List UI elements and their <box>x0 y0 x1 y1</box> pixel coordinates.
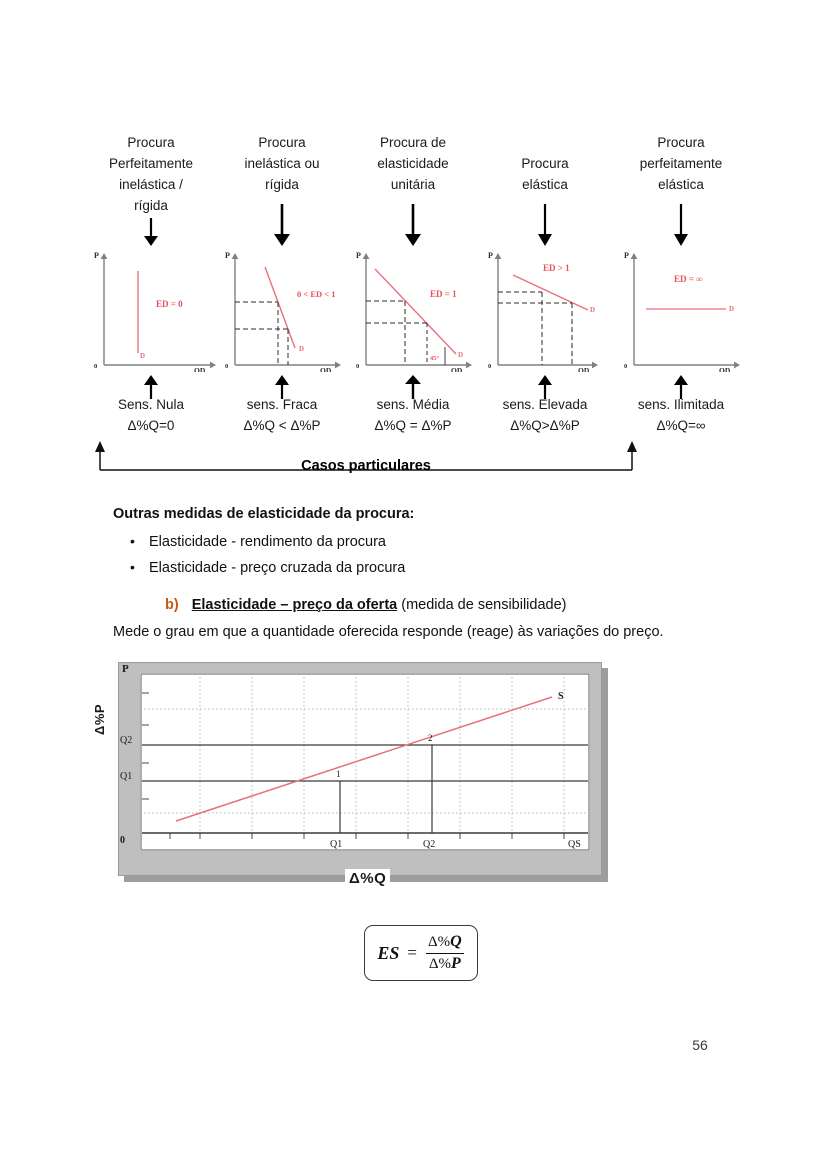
svg-text:D: D <box>729 305 735 313</box>
sub-title: Elasticidade – preço da oferta <box>191 597 398 613</box>
bracket-label: Casos particulares <box>301 458 431 474</box>
mini-chart-3 <box>480 247 610 372</box>
svg-text:D: D <box>458 351 464 359</box>
svg-text:D: D <box>140 352 146 360</box>
svg-text:0: 0 <box>356 363 360 370</box>
demand-panel-2 <box>348 132 478 492</box>
svg-text:QD: QD <box>719 366 731 372</box>
svg-text:P: P <box>356 251 361 260</box>
svg-text:ED = 0: ED = 0 <box>156 299 183 309</box>
panel-caption-2: Procura de elasticidade unitária <box>377 135 449 192</box>
formula-fraction <box>425 933 465 973</box>
other-measures-list <box>113 529 753 581</box>
down-arrow-icon-1 <box>217 204 347 251</box>
svg-text:P: P <box>624 251 629 260</box>
panel-caption-3: Procura elástica <box>521 156 569 192</box>
sub-heading-b <box>113 594 753 617</box>
svg-text:ED > 1: ED > 1 <box>543 263 570 273</box>
chart-y-axis-title: Δ%P <box>92 703 107 735</box>
sens-label-2: sens. Média Δ%Q = Δ%P <box>374 397 452 433</box>
sens-label-1: sens. Fraca Δ%Q < Δ%P <box>243 397 321 433</box>
mini-chart-1 <box>217 247 347 372</box>
list-item: • Elasticidade - rendimento da procura <box>149 529 753 555</box>
svg-text:0: 0 <box>488 363 492 370</box>
formula-denominator: Δ%P <box>426 953 464 973</box>
list-item: • Elasticidade - preço cruzada da procura <box>149 555 753 581</box>
formula-es-label: ES <box>377 942 400 963</box>
panel-caption-0: Procura Perfeitamente inelástica / rígida <box>108 135 194 213</box>
other-measures-section <box>113 503 753 581</box>
other-measures-heading: Outras medidas de elasticidade da procura: <box>113 506 415 522</box>
svg-text:1: 1 <box>336 769 341 779</box>
sens-label-3: sens. Elevada Δ%Q>Δ%P <box>502 397 588 433</box>
chart-ytick-q2: Q2 <box>120 735 133 746</box>
down-arrow-icon-3 <box>480 204 610 251</box>
sens-label-4: sens. Ilimitada Δ%Q=∞ <box>637 397 725 433</box>
sub-rest: (medida de sensibilidade) <box>397 597 567 613</box>
svg-text:D: D <box>590 306 596 314</box>
svg-text:D: D <box>299 345 305 353</box>
svg-text:P: P <box>225 251 230 260</box>
svg-text:S: S <box>558 691 564 702</box>
chart-xtick-q1: Q1 <box>330 839 343 850</box>
panel-caption-1: Procura inelástica ou rígida <box>244 135 320 192</box>
supply-paragraph: Mede o grau em que a quantidade oferecida responde (reage) às variações do preço. <box>113 624 664 640</box>
formula-numerator: Δ%Q <box>427 933 462 951</box>
formula-equals: = <box>407 943 417 962</box>
demand-panel-0 <box>86 132 216 492</box>
mini-chart-0 <box>86 247 216 372</box>
sub-letter: b) <box>165 597 179 613</box>
svg-text:0: 0 <box>225 363 229 370</box>
chart-x-right-label: QS <box>568 839 581 850</box>
down-arrow-icon-2 <box>348 204 478 251</box>
supply-elasticity-chart <box>118 662 610 884</box>
svg-text:0: 0 <box>624 363 628 370</box>
svg-text:QD: QD <box>194 366 206 372</box>
svg-text:P: P <box>488 251 493 260</box>
chart-x-axis-title: Δ%Q <box>345 869 390 888</box>
svg-text:QD: QD <box>451 366 463 372</box>
svg-text:0 < ED < 1: 0 < ED < 1 <box>297 289 336 299</box>
svg-text:QD: QD <box>320 366 332 372</box>
mini-chart-2 <box>348 247 478 372</box>
svg-text:2: 2 <box>428 733 433 743</box>
chart-y-top-label: P <box>122 663 129 675</box>
chart-ytick-q1: Q1 <box>120 771 133 782</box>
mini-chart-4 <box>616 247 746 372</box>
chart-plot-area <box>120 663 590 851</box>
svg-text:ED = 1: ED = 1 <box>430 289 457 299</box>
page-number: 56 <box>692 1037 708 1053</box>
chart-svg <box>140 673 590 851</box>
panel-caption-4: Procura perfeitamente elástica <box>639 135 723 192</box>
sens-label-0: Sens. Nula Δ%Q=0 <box>117 397 185 433</box>
svg-text:0: 0 <box>94 363 98 370</box>
svg-text:QD: QD <box>578 366 590 372</box>
svg-text:ED = ∞: ED = ∞ <box>674 274 703 284</box>
chart-xtick-q2: Q2 <box>423 839 436 850</box>
down-arrow-icon-4 <box>616 204 746 251</box>
svg-text:P: P <box>94 251 99 260</box>
demand-panel-1 <box>217 132 347 492</box>
supply-elasticity-section <box>113 594 753 644</box>
svg-text:45°: 45° <box>430 355 440 362</box>
elasticity-supply-formula <box>364 925 478 981</box>
demand-panel-4 <box>616 132 746 492</box>
demand-elasticity-diagram <box>86 132 746 492</box>
demand-panel-3 <box>480 132 610 492</box>
chart-origin-label: 0 <box>120 835 125 846</box>
